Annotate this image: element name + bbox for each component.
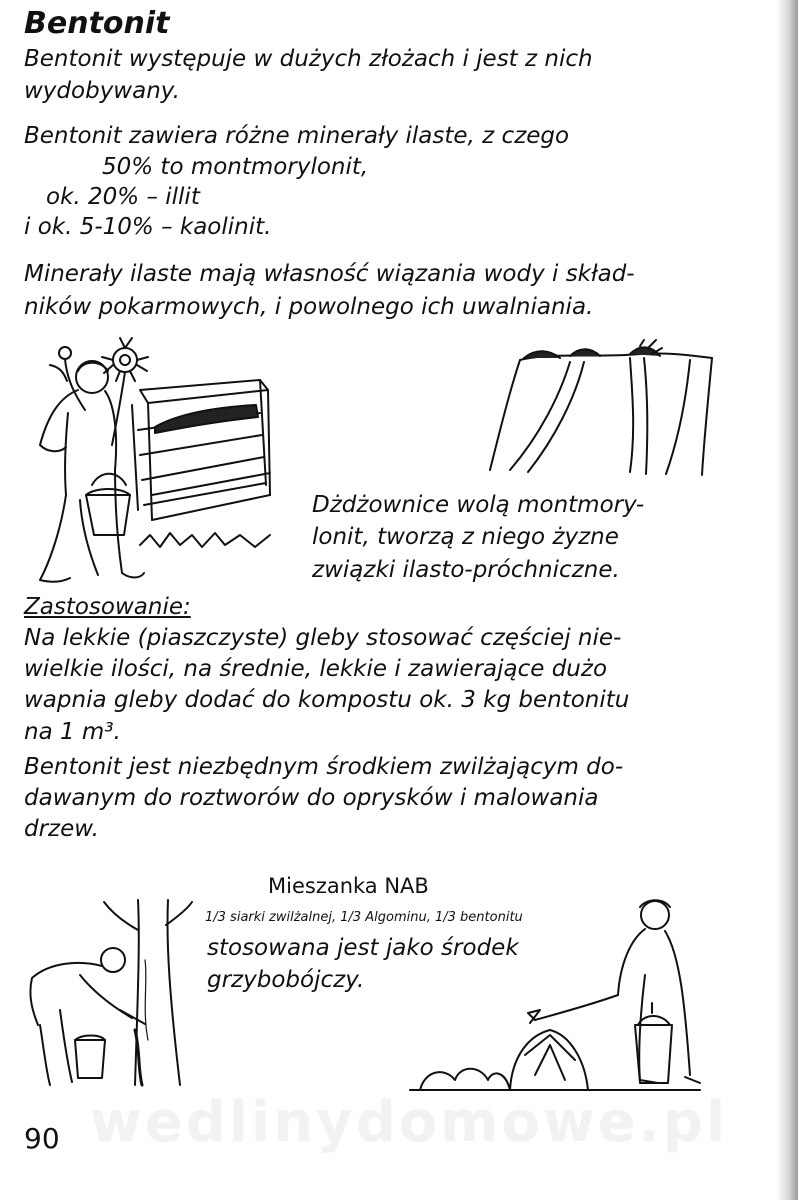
worms-caption-line-1: Dżdżownice wolą montmory- bbox=[312, 492, 645, 518]
nab-line-2: grzybobójczy. bbox=[207, 967, 365, 993]
minerals-line-1: Bentonit zawiera różne minerały ilaste, z czego bbox=[24, 123, 570, 149]
nab-line-1: stosowana jest jako środek bbox=[207, 935, 519, 961]
usage-line-5: Bentonit jest niezbędnym środkiem zwilżającym do- bbox=[24, 754, 624, 780]
sprayer-shrubs-illustration bbox=[400, 895, 720, 1095]
worms-caption-line-3: związki ilasto-próchniczne. bbox=[312, 557, 620, 583]
watermark: wedlinydomowe.pl bbox=[90, 1090, 729, 1155]
earthworm-soil-illustration bbox=[480, 340, 720, 480]
minerals-line-3: ok. 20% – illit bbox=[46, 184, 200, 210]
page-edge-shadow bbox=[776, 0, 798, 1200]
compost-gardener-illustration bbox=[20, 335, 290, 590]
page-number: 90 bbox=[24, 1122, 60, 1155]
binding-line-1: Minerały ilaste mają własność wiązania wody i skład- bbox=[24, 261, 635, 287]
nab-title: Mieszanka NAB bbox=[268, 874, 429, 898]
minerals-line-4: i ok. 5-10% – kaolinit. bbox=[24, 214, 272, 240]
page-title: Bentonit bbox=[24, 6, 170, 41]
intro-line-2: wydobywany. bbox=[24, 78, 180, 104]
usage-line-6: dawanym do roztworów do oprysków i malowania bbox=[24, 785, 599, 811]
usage-line-4: na 1 m³. bbox=[24, 719, 121, 745]
nab-ingredients: 1/3 siarki zwilżalnej, 1/3 Algominu, 1/3 bentonitu bbox=[205, 910, 523, 925]
usage-heading: Zastosowanie: bbox=[24, 594, 191, 620]
usage-line-3: wapnia gleby dodać do kompostu ok. 3 kg bentonitu bbox=[24, 687, 630, 713]
usage-line-2: wielkie ilości, na średnie, lekkie i zawierające dużo bbox=[24, 656, 608, 682]
worms-caption-line-2: lonit, tworzą z niego żyzne bbox=[312, 524, 619, 550]
intro-line-1: Bentonit występuje w dużych złożach i jest z nich bbox=[24, 46, 593, 72]
minerals-line-2: 50% to montmorylonit, bbox=[102, 154, 369, 180]
usage-line-1: Na lekkie (piaszczyste) gleby stosować częściej nie- bbox=[24, 625, 622, 651]
binding-line-2: ników pokarmowych, i powolnego ich uwalniania. bbox=[24, 294, 594, 320]
usage-line-7: drzew. bbox=[24, 816, 99, 842]
tree-painting-illustration bbox=[20, 900, 200, 1090]
